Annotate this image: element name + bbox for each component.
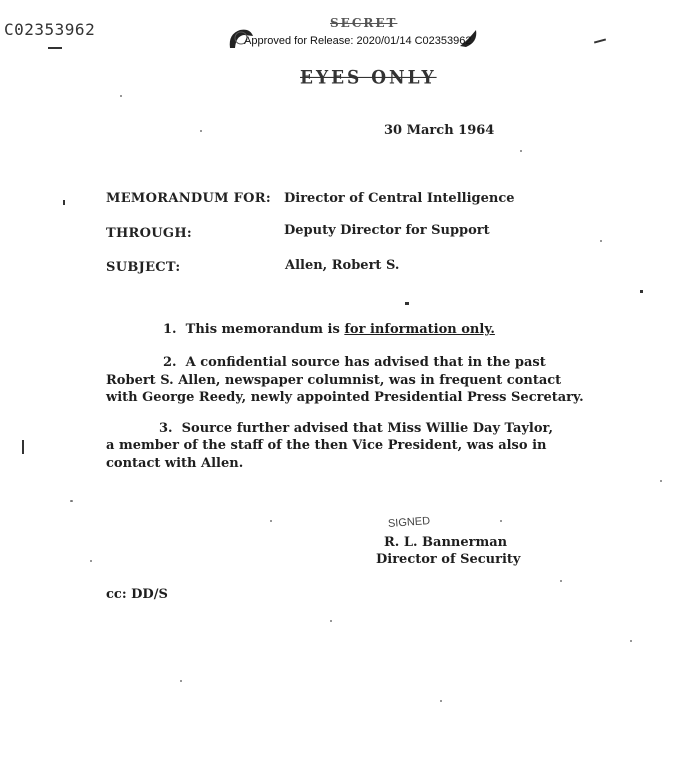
memo-subject-label: SUBJECT: <box>106 260 181 275</box>
handling-stamp: EYES ONLY <box>300 67 437 89</box>
scan-speck <box>520 150 522 152</box>
paragraph-2-line-1 <box>163 354 546 372</box>
scan-speck <box>200 130 202 132</box>
memo-through-label: THROUGH: <box>106 226 193 241</box>
signer-name: R. L. Bannerman <box>384 535 508 550</box>
paragraph-1-underlined: for information only. <box>344 322 495 337</box>
scan-speck <box>560 580 562 582</box>
cc-line: cc: DD/S <box>106 587 168 602</box>
scan-speck <box>90 560 92 562</box>
paragraph-3-line-2: a member of the staff of the then Vice President, was also in <box>106 438 547 453</box>
scan-mark <box>640 290 643 293</box>
scan-speck <box>630 640 632 642</box>
memo-through-value: Deputy Director for Support <box>284 223 490 238</box>
scan-mark <box>405 302 409 305</box>
scan-mark <box>48 47 62 49</box>
scan-speck <box>660 480 662 482</box>
memo-for-label: MEMORANDUM FOR: <box>106 191 271 206</box>
document-id: C02353962 <box>4 20 96 39</box>
scan-speck <box>500 520 502 522</box>
scan-speck <box>600 240 602 242</box>
paragraph-1 <box>163 321 495 339</box>
paragraph-3-text-1: Source further advised that Miss Willie Day Taylor, <box>181 421 553 436</box>
scan-speck <box>180 680 182 682</box>
classification-stamp: SECRET <box>330 16 398 30</box>
paragraph-1-number: 1. <box>163 322 177 337</box>
paragraph-1-text: This memorandum is <box>185 322 340 337</box>
memo-for-value: Director of Central Intelligence <box>284 191 515 206</box>
paragraph-3-line-1 <box>159 420 553 438</box>
paragraph-3-number: 3. <box>159 421 173 436</box>
memo-date: 30 March 1964 <box>384 123 495 138</box>
signed-stamp: SIGNED <box>387 515 431 530</box>
scan-speck <box>70 500 73 502</box>
paragraph-2-text-1: A confidential source has advised that in the past <box>185 355 546 370</box>
scan-mark <box>594 38 606 43</box>
scan-speck <box>330 620 332 622</box>
paragraph-2-line-3: with George Reedy, newly appointed Presidential Press Secretary. <box>106 390 584 405</box>
release-stamp: Approved for Release: 2020/01/14 C02353962 <box>244 35 472 47</box>
scan-speck <box>440 700 442 702</box>
scan-speck <box>270 520 272 522</box>
paragraph-2-number: 2. <box>163 355 177 370</box>
scan-speck <box>120 95 122 97</box>
paragraph-3-line-3: contact with Allen. <box>106 456 244 471</box>
memo-subject-value: Allen, Robert S. <box>285 258 400 273</box>
scan-mark <box>63 200 65 205</box>
scan-mark <box>22 440 24 454</box>
paragraph-2-line-2: Robert S. Allen, newspaper columnist, was in frequent contact <box>106 373 562 388</box>
signer-title: Director of Security <box>376 552 521 567</box>
